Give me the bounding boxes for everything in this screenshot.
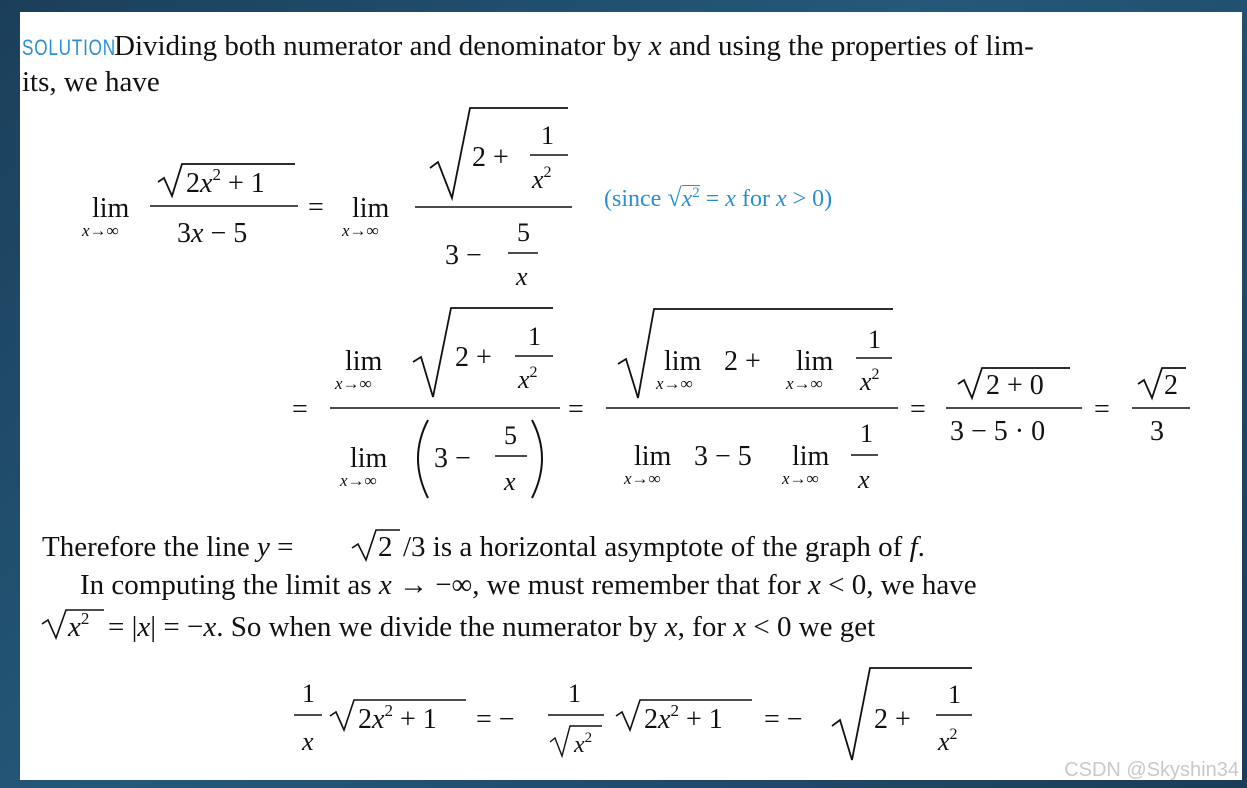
svg-text:= |x| = −x. So when we divide: = |x| = −x. So when we divide the numerator by x, for x < 0 we get <box>108 611 876 643</box>
svg-text:3 − 5 · 0: 3 − 5 · 0 <box>950 416 1046 447</box>
svg-text:2x2 + 1: $2x^2 + 1$ <box>644 701 723 735</box>
svg-text:x→∞: x→∞ <box>335 374 372 393</box>
svg-text:3: 3 <box>1150 416 1164 447</box>
intro-line-2: its, we have <box>22 66 160 98</box>
svg-text:/3 is a horizontal asymptote o: /3 is a horizontal asymptote of the graph of f. <box>403 531 925 563</box>
svg-text:x2: $x^2$ <box>938 726 958 756</box>
svg-text:lim: lim <box>796 346 834 377</box>
side-note: (since $√x^2 = x$ for x > 0) <box>604 183 833 212</box>
svg-text:2x2 + 1: $2x^2 + 1$ <box>186 165 265 199</box>
svg-text:1: 1 <box>860 419 873 448</box>
svg-text:x→∞: x→∞ <box>624 469 661 488</box>
svg-text:lim: lim <box>92 193 130 224</box>
svg-text:x→∞: x→∞ <box>782 469 819 488</box>
svg-text:x→∞: x→∞ <box>786 374 823 393</box>
svg-text:x→∞: x→∞ <box>342 221 379 240</box>
svg-text:=: = <box>568 394 584 425</box>
svg-text:x: x <box>858 465 870 494</box>
svg-text:lim: lim <box>792 441 830 472</box>
svg-text:2: 2 <box>378 531 393 563</box>
svg-text:x→∞: x→∞ <box>340 471 377 490</box>
svg-text:x: x <box>504 467 516 496</box>
svg-text:2 +: 2 + <box>472 142 509 173</box>
svg-text:1: 1 <box>528 322 541 351</box>
svg-text:1: 1 <box>868 325 881 354</box>
svg-text:1: 1 <box>302 679 315 708</box>
svg-text:lim: lim <box>345 346 383 377</box>
equation-2 <box>292 308 1190 498</box>
equation-3 <box>294 668 972 760</box>
conclusion-line <box>42 530 925 563</box>
svg-text:2x2 + 1: $2x^2 + 1$ <box>358 701 437 735</box>
svg-text:=: = <box>292 394 308 425</box>
svg-text:5: 5 <box>504 421 517 450</box>
watermark: CSDN @Skyshin34 <box>1064 759 1239 781</box>
svg-text:x: x <box>302 727 314 756</box>
solution-label: SOLUTION <box>22 35 116 60</box>
svg-text:2 +: 2 + <box>724 346 761 377</box>
svg-text:2 +: 2 + <box>455 342 492 373</box>
svg-text:3x − 5: 3x − 5 <box>177 218 248 249</box>
svg-text:lim: lim <box>664 346 702 377</box>
svg-text:1: 1 <box>948 680 961 709</box>
svg-text:x2: $x^2$ <box>518 364 538 394</box>
svg-text:= −: = − <box>476 704 515 735</box>
svg-text:2 + 0: 2 + 0 <box>986 370 1044 401</box>
svg-text:3 −: 3 − <box>445 240 482 271</box>
svg-text:x2: $x^2$ <box>532 164 552 194</box>
svg-text:3 −: 3 − <box>434 443 471 474</box>
svg-text:x2: $x^2$ <box>574 730 593 758</box>
svg-text:=: = <box>910 394 926 425</box>
svg-text:x: x <box>516 262 528 291</box>
svg-text:x→∞: x→∞ <box>82 221 119 240</box>
svg-text:5: 5 <box>517 218 530 247</box>
svg-text:=: = <box>1094 394 1110 425</box>
svg-text:x2: $x^2$ <box>68 609 90 643</box>
equation-1 <box>81 108 572 291</box>
paragraph-2 <box>42 569 977 643</box>
svg-text:lim: lim <box>634 441 672 472</box>
svg-text:x2: $x^2$ <box>860 366 880 396</box>
svg-text:=: = <box>308 192 324 223</box>
svg-text:lim: lim <box>350 443 388 474</box>
svg-text:1: 1 <box>541 121 554 150</box>
svg-text:3 − 5: 3 − 5 <box>694 441 752 472</box>
intro-line-1: SOLUTIONDividing both numerator and denominator by x and using the properties of lim- <box>22 28 1034 66</box>
svg-text:= −: = − <box>764 704 803 735</box>
svg-text:In computing the limit as x →: In computing the limit as x → −∞, we must remember that for x < 0, we have <box>80 569 977 601</box>
svg-text:2 +: 2 + <box>874 704 911 735</box>
svg-text:x→∞: x→∞ <box>656 374 693 393</box>
svg-text:1: 1 <box>568 679 581 708</box>
svg-text:2: 2 <box>1164 370 1178 401</box>
svg-text:lim: lim <box>352 193 390 224</box>
svg-text:Therefore the line y =: Therefore the line y = <box>42 531 294 563</box>
